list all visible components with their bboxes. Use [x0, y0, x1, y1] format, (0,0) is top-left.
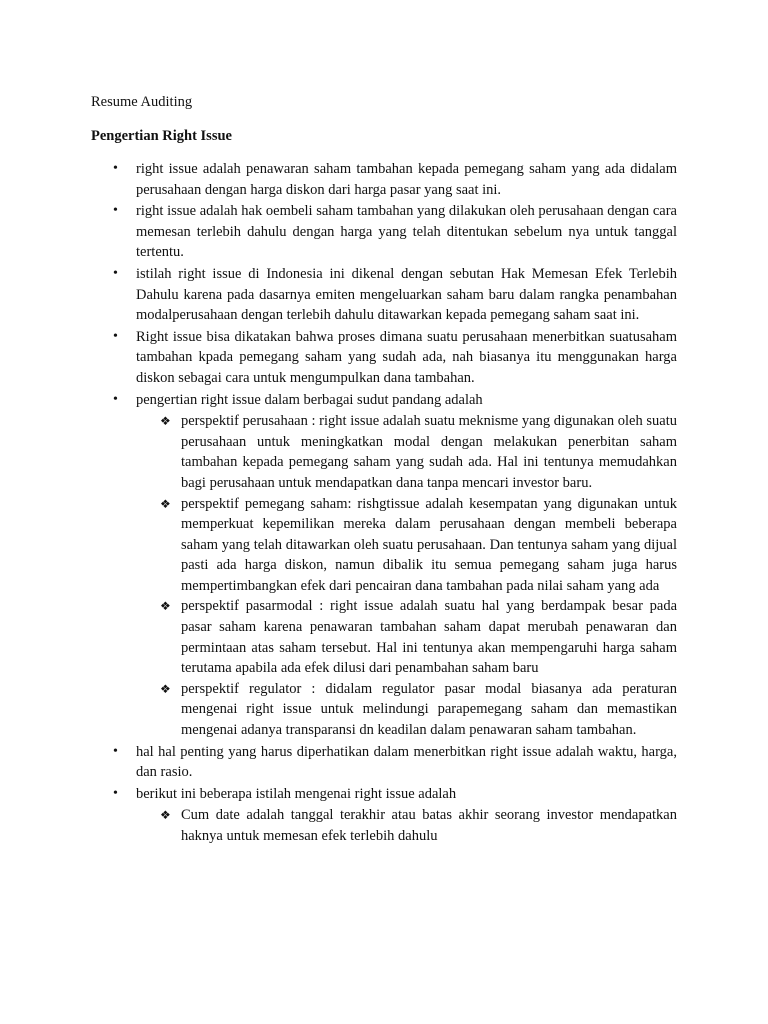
- list-item: [91, 264, 677, 326]
- sub-list-item: [136, 805, 677, 846]
- sub-list-item: [136, 596, 677, 678]
- sub-list-item-text: ❖ perspektif regulator : didalam regulator pasar modal biasanya ada peraturan mengenai right issue untuk melindungi parapemegang saham dan memastikan mengenai adanya transparansi dn keadilan dalam penawaran saham tambahan.: [181, 680, 677, 739]
- list-item: [91, 742, 677, 783]
- sub-list-item-text: ❖ perspektif pemegang saham: rishgtissue adalah kesempatan yang digunakan untuk memperkuat kepemilikan mereka dalam perusahaan dengan membeli beberapa saham yang telah ditawarkan oleh suatu perusahaan. Dan tentunya saham yang dijual pasti ada harga diskon, namun dibalik itu semua pemegang saham juga harus mempertimbangkan efek dari pencairan dana tambahan pada nilai saham yang ada: [181, 495, 677, 594]
- sub-list-item-text: ❖ Cum date adalah tanggal terakhir atau batas akhir seorang investor mendapatkan haknya untuk memesan efek terlebih dahulu: [181, 807, 677, 844]
- sub-list-item: [136, 494, 677, 597]
- sub-list: [136, 411, 677, 741]
- sub-list: [136, 805, 677, 846]
- list-item-text: • berikut ini beberapa istilah mengenai right issue adalah: [136, 785, 457, 802]
- sub-list-item-text: ❖ perspektif perusahaan : right issue adalah suatu meknisme yang digunakan oleh suatu perusahaan untuk meningkatkan modal dengan melakukan penerbitan saham tambahan kepada pemegang saham yang sudah ada. Hal ini tentunya memudahkan bagi perusahaan untuk mendapatkan dana tanpa mencari investor baru.: [181, 413, 677, 491]
- document-title: Resume Auditing: [91, 94, 193, 110]
- list-item-text: • Right issue bisa dikatakan bahwa proses dimana suatu perusahaan menerbitkan suatusaham tambahan kpada pemegang saham yang sudah ada, nah biasanya itu menggunakan harga diskon sebagai cara untuk mengumpulkan dana tambahan.: [136, 328, 677, 386]
- list-item-text: • istilah right issue di Indonesia ini dikenal dengan sebutan Hak Memesan Efek Terlebih Dahulu karena pada dasarnya emiten mengeluarkan saham baru dalam rangka penambahan modalperusahaan dengan terlebih dahulu ditawarkan kepada pemegang saham saat ini.: [136, 265, 677, 324]
- list-item: [91, 327, 677, 389]
- list-item-text: • pengertian right issue dalam berbagai sudut pandang adalah: [136, 391, 483, 408]
- sub-list-item-text: ❖ perspektif pasarmodal : right issue adalah suatu hal yang berdampak besar pada pasar saham karena penawaran tambahan saham dapat merubah penawaran dan permintaan atas saham tersebut. Hal ini tentunya akan mempengaruhi harga saham terutama apabila ada efek dilusi dari penambahan saham baru: [181, 598, 677, 677]
- sub-list-item: [136, 679, 677, 741]
- list-item: [91, 159, 677, 200]
- bullet-list: [91, 159, 677, 847]
- list-item-text: • hal hal penting yang harus diperhatikan dalam menerbitkan right issue adalah waktu, harga, dan rasio.: [136, 743, 677, 781]
- document-body: [91, 159, 677, 848]
- list-item: [91, 201, 677, 263]
- list-item-text: • right issue adalah hak oembeli saham tambahan yang dilakukan oleh perusahaan dengan cara memesan terlebih dahulu dengan harga yang telah ditentukan sebelum nya untuk tanggal tertentu.: [136, 203, 677, 261]
- list-item-text: • right issue adalah penawaran saham tambahan kepada pemegang saham yang ada didalam perusahaan dengan harga diskon dari harga pasar yang saat ini.: [136, 161, 677, 198]
- list-item: [91, 784, 677, 847]
- list-item: [91, 390, 677, 741]
- section-title: Pengertian Right Issue: [91, 128, 232, 144]
- sub-list-item: [136, 411, 677, 493]
